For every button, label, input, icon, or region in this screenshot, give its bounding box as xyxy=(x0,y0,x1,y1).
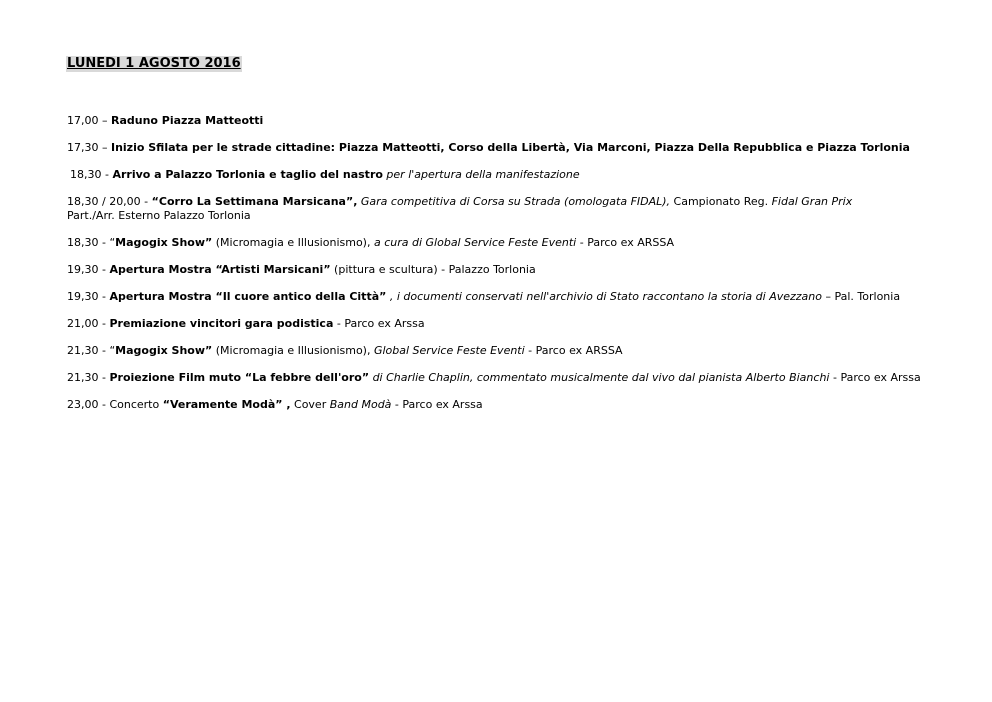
event-text: Arrivo a Palazzo Torlonia e taglio del nastro xyxy=(112,168,383,181)
event-text: - Parco ex Arssa xyxy=(391,398,483,411)
event-time: 19,30 - xyxy=(67,290,110,303)
page-title: LUNEDI 1 AGOSTO 2016 xyxy=(67,56,241,71)
event-text: Apertura Mostra “Il cuore antico della Città” xyxy=(109,290,387,303)
event-text: a cura di Global Service Feste Eventi xyxy=(373,236,577,249)
event-text: Global Service Feste Eventi xyxy=(373,344,525,357)
event-time: 18,30 - xyxy=(70,168,113,181)
event-text: Campionato Reg. xyxy=(673,195,772,208)
event-text: (Micromagia e Illusionismo), xyxy=(212,344,374,357)
event-text: Cover xyxy=(290,398,330,411)
event-entry xyxy=(67,114,967,128)
event-time: 18,30 - “ xyxy=(67,236,116,249)
event-entry xyxy=(67,317,967,331)
event-time: 19,30 - xyxy=(67,263,110,276)
event-entry xyxy=(67,168,967,182)
event-text: Apertura Mostra “Artisti Marsicani” xyxy=(109,263,331,276)
event-entry xyxy=(67,344,967,358)
event-text: Magogix Show” xyxy=(115,236,213,249)
event-text: – Pal. Torlonia xyxy=(821,290,901,303)
event-text: , i documenti conservati nell'archivio di Stato raccontano la storia di Avezzano xyxy=(386,290,822,303)
event-text: Fidal Gran Prix xyxy=(771,195,853,208)
event-time: 21,00 - xyxy=(67,317,110,330)
event-text: “Veramente Modà” , xyxy=(162,398,291,411)
event-text: “Corro La Settimana Marsicana”, xyxy=(151,195,358,208)
event-list xyxy=(67,114,967,425)
event-text: (pittura e scultura) - Palazzo Torlonia xyxy=(330,263,536,276)
event-entry xyxy=(67,263,967,277)
event-text: Gara competitiva di Corsa su Strada (omologata FIDAL), xyxy=(357,195,674,208)
event-text: Band Modà xyxy=(329,398,392,411)
event-text: Premiazione vincitori gara podistica xyxy=(109,317,334,330)
event-text: Inizio Sfilata per le strade cittadine: Piazza Matteotti, Corso della Libertà, Via Marconi, Piazza Della Repubblica e Piazza Torlonia xyxy=(110,141,910,154)
event-entry xyxy=(67,195,887,223)
event-text: Raduno Piazza Matteotti xyxy=(110,114,264,127)
event-text: Part./Arr. Esterno Palazzo Torlonia xyxy=(67,209,251,222)
event-time: 18,30 / 20,00 - xyxy=(67,195,152,208)
event-text: Proiezione Film muto “La febbre dell'oro” xyxy=(109,371,370,384)
event-time: 23,00 - Concerto xyxy=(67,398,163,411)
event-text: - Parco ex ARSSA xyxy=(524,344,623,357)
event-entry xyxy=(67,141,967,155)
event-entry xyxy=(67,398,967,412)
event-time: 17,30 – xyxy=(67,141,111,154)
event-time: 21,30 - xyxy=(67,371,110,384)
event-time: 17,00 – xyxy=(67,114,111,127)
event-text: (Micromagia e Illusionismo), xyxy=(212,236,374,249)
event-text: Magogix Show” xyxy=(115,344,213,357)
event-entry xyxy=(67,236,967,250)
event-text: per l'apertura della manifestazione xyxy=(382,168,580,181)
event-entry xyxy=(67,290,967,304)
event-text: - Parco ex Arssa xyxy=(829,371,921,384)
event-text: di Charlie Chaplin, commentato musicalmente dal vivo dal pianista Alberto Bianchi xyxy=(369,371,830,384)
event-entry xyxy=(67,371,967,385)
event-time: 21,30 - “ xyxy=(67,344,116,357)
event-text: - Parco ex Arssa xyxy=(333,317,425,330)
event-text: - Parco ex ARSSA xyxy=(576,236,675,249)
